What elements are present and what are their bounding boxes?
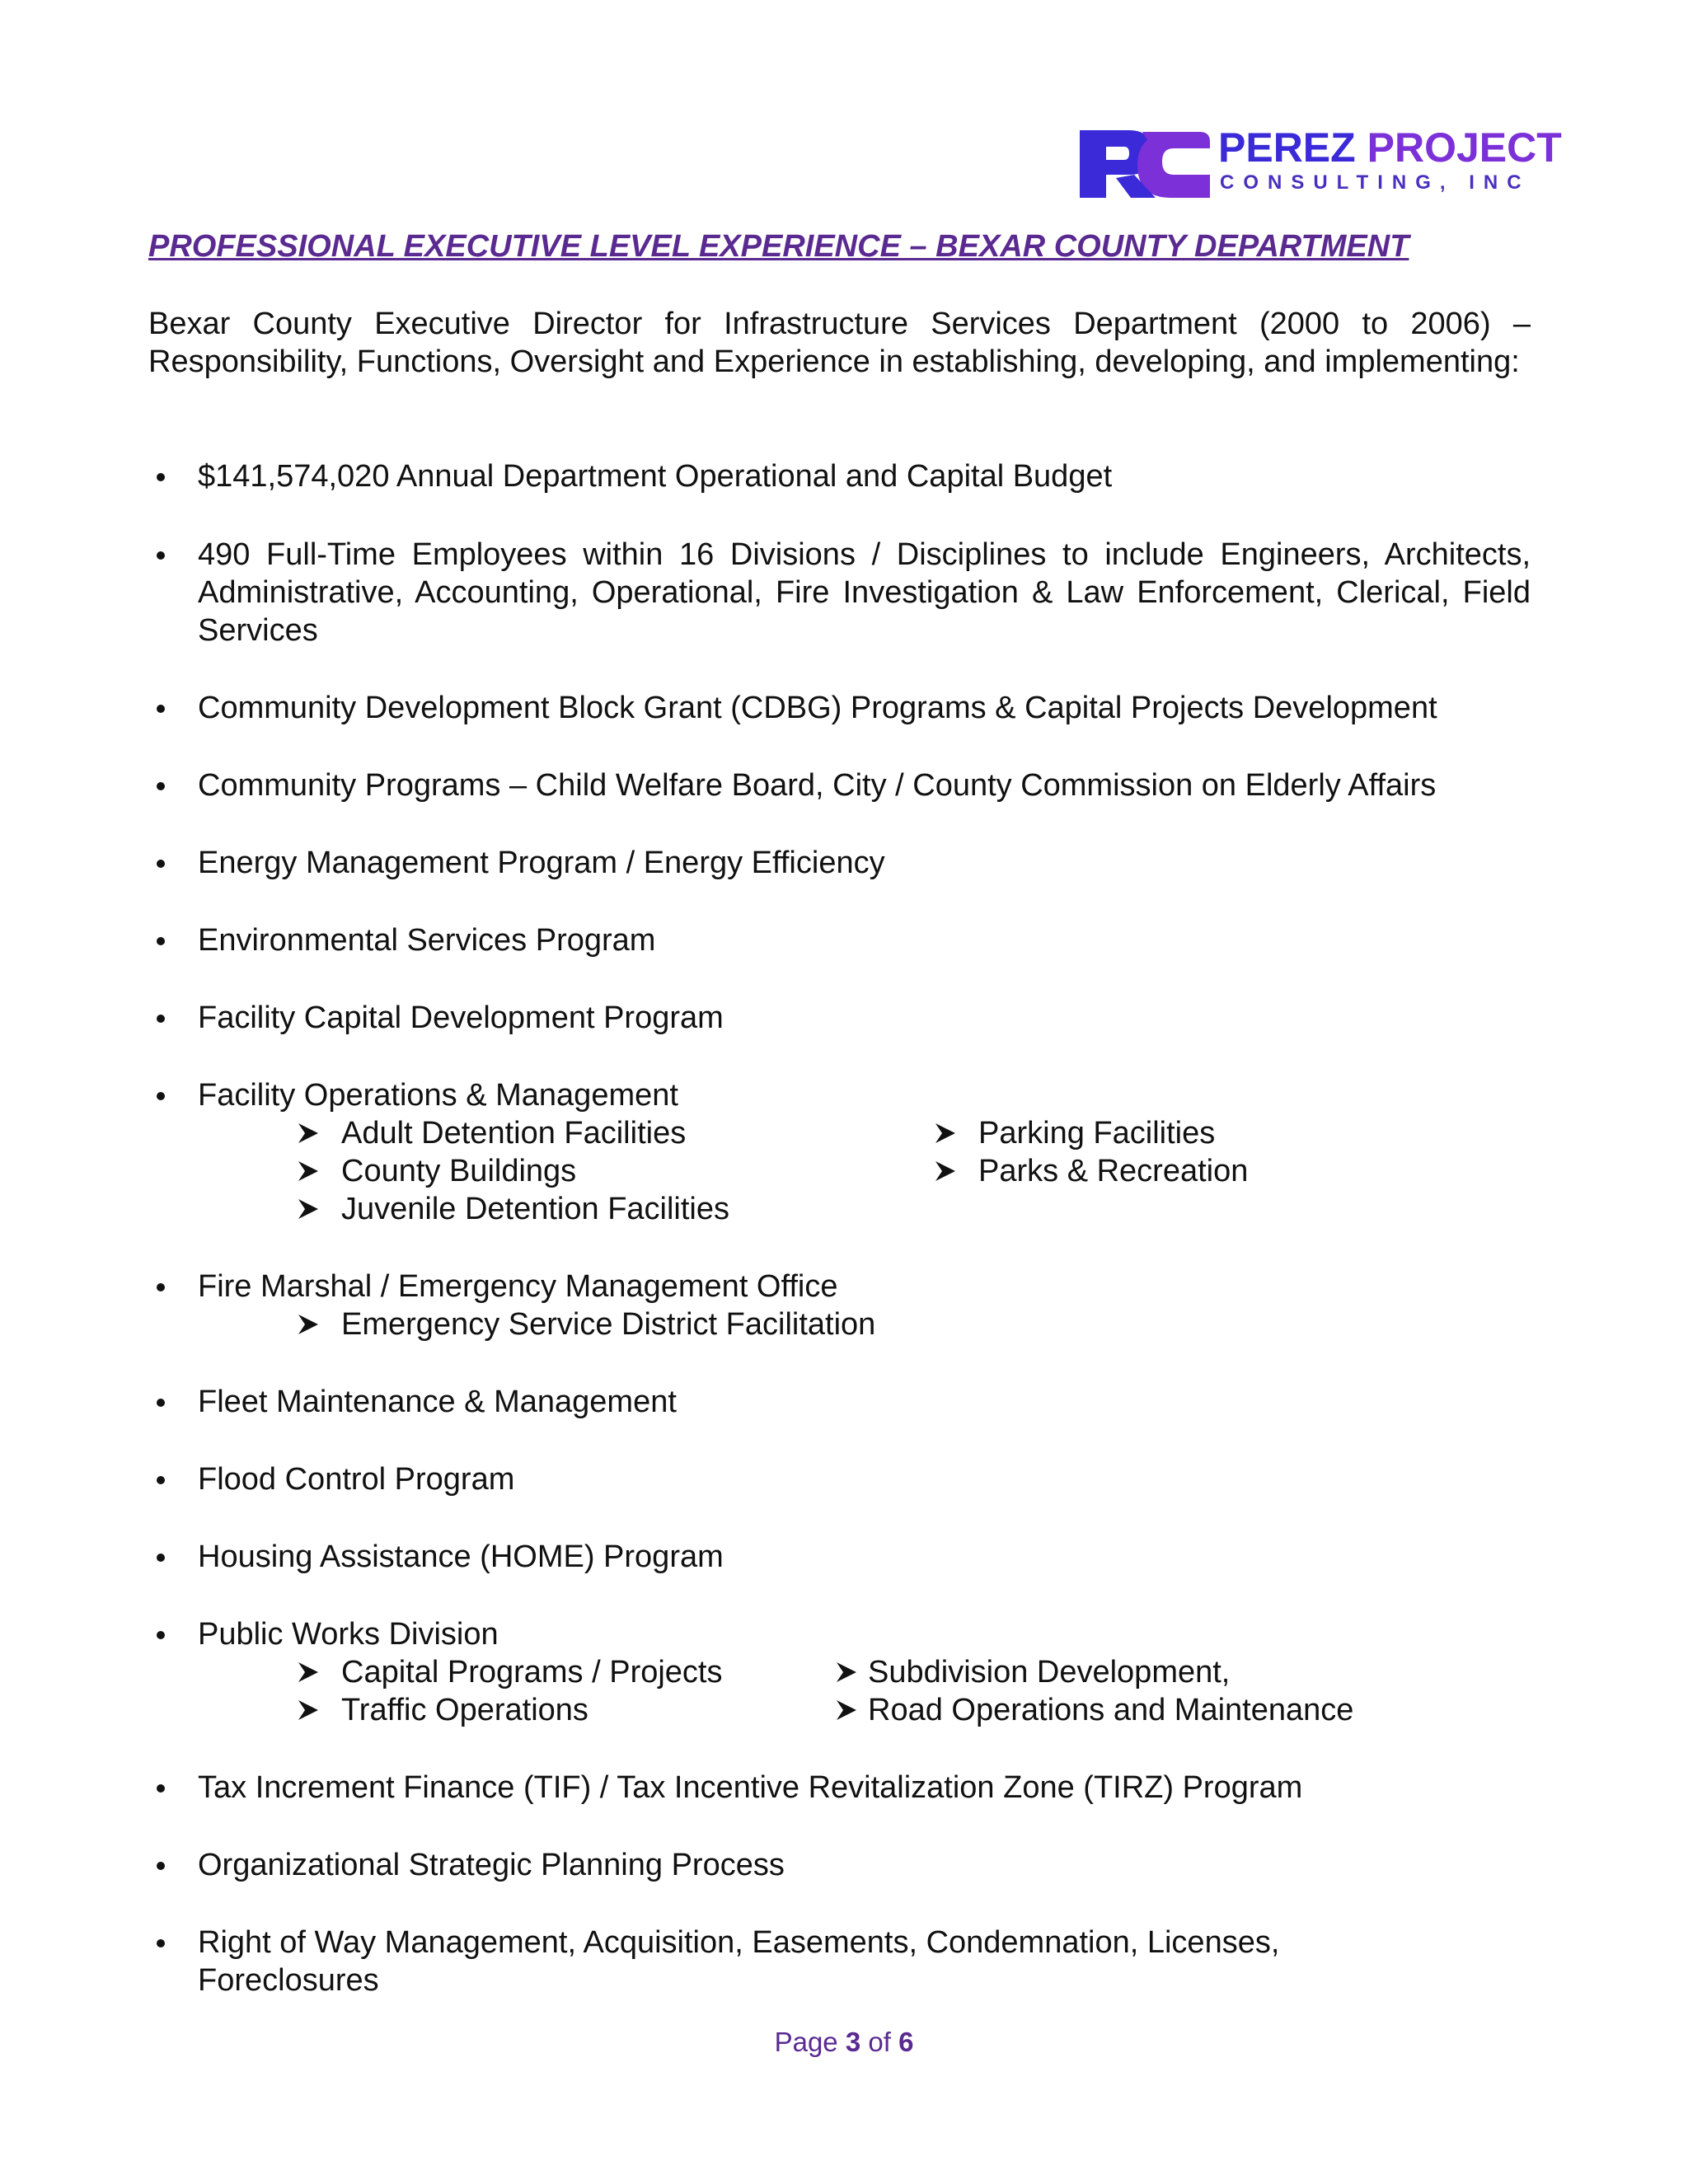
section-heading: PROFESSIONAL EXECUTIVE LEVEL EXPERIENCE – BEXAR COUNTY DEPARTMENT [148,229,1409,264]
list-item-text: Environmental Services Program [198,923,656,958]
list-item-text: Flood Control Program [198,1462,515,1497]
logo-mark-icon [1076,124,1212,199]
list-item-text: Community Programs – Child Welfare Board, City / County Commission on Elderly Affairs [198,768,1437,803]
bullet-icon [157,1015,165,1023]
bullet-icon [157,705,165,713]
sub-list-item: County Buildings [297,1152,576,1190]
sub-list-item: Adult Detention Facilities [297,1114,686,1152]
arrow-bullet-icon [297,1653,341,1691]
list-item-text: Right of Way Management, Acquisition, Easements, Condemnation, Licenses, Foreclosures [198,1925,1280,1998]
page-number: Page 3 of 6 [774,2027,914,2057]
logo-word-project: PROJECT [1367,124,1562,171]
current-page: 3 [845,2027,861,2057]
arrow-bullet-icon [297,1114,341,1152]
sub-list-item: Subdivision Development, [835,1653,1230,1691]
arrow-bullet-icon [934,1152,978,1190]
arrow-bullet-icon [297,1691,341,1729]
arrow-bullet-icon [934,1114,978,1152]
logo-tagline: CONSULTING, INC [1220,171,1531,194]
company-logo [1076,124,1562,199]
bullet-icon [157,860,165,868]
intro-paragraph: Bexar County Executive Director for Infrastructure Services Department (2000 to 2006) – Responsibility, Functions, Oversight and Experience in establishing, developing, and implementing: [148,307,1531,379]
bullet-icon [157,1784,165,1793]
bullet-icon [157,782,165,790]
bullet-icon [157,473,165,481]
bullet-icon [157,1862,165,1870]
bullet-icon [157,1399,165,1407]
arrow-bullet-icon [297,1305,341,1343]
list-item-text: Energy Management Program / Energy Efficiency [198,846,885,880]
sub-list-item: Juvenile Detention Facilities [297,1190,729,1228]
sub-list-item: Emergency Service District Facilitation [297,1305,875,1343]
list-item-text: Fleet Maintenance & Management [198,1385,677,1419]
bullet-icon [157,1092,165,1100]
list-item-text: Facility Operations & Management [198,1078,678,1113]
arrow-bullet-icon [835,1691,868,1729]
list-item-text: Organizational Strategic Planning Process [198,1848,785,1882]
list-item-text: Community Development Block Grant (CDBG) Programs & Capital Projects Development [198,691,1437,725]
arrow-bullet-icon [297,1152,341,1190]
bullet-icon [157,937,165,945]
list-item-text: 490 Full-Time Employees within 16 Divisions / Disciplines to include Engineers, Architects, Administrative, Accounting, Operational, Fire Investigation & Law Enforcement, Clerical, Field Services [198,537,1531,648]
list-item-text: $141,574,020 Annual Department Operational and Capital Budget [198,459,1113,494]
bullet-icon [157,1283,165,1291]
list-item-text: Fire Marshal / Emergency Management Office [198,1269,838,1304]
sub-list-item: Parking Facilities [934,1114,1215,1152]
list-item-text: Public Works Division [198,1617,499,1652]
bullet-icon [157,551,165,560]
bullet-icon [157,1631,165,1639]
bullet-icon [157,1939,165,1947]
total-pages: 6 [898,2027,914,2057]
list-item-text: Tax Increment Finance (TIF) / Tax Incentive Revitalization Zone (TIRZ) Program [198,1770,1303,1805]
list-item-text: Facility Capital Development Program [198,1001,724,1035]
bullet-icon [157,1554,165,1562]
arrow-bullet-icon [297,1190,341,1228]
arrow-bullet-icon [835,1653,868,1691]
sub-list-item: Road Operations and Maintenance [835,1691,1353,1729]
sub-list-item: Capital Programs / Projects [297,1653,723,1691]
sub-list-item: Traffic Operations [297,1691,588,1729]
sub-list-item: Parks & Recreation [934,1152,1248,1190]
logo-word-perez: PEREZ [1218,124,1356,171]
logo-wordmark [1218,125,1562,170]
list-item-text: Housing Assistance (HOME) Program [198,1540,724,1574]
bullet-icon [157,1476,165,1484]
